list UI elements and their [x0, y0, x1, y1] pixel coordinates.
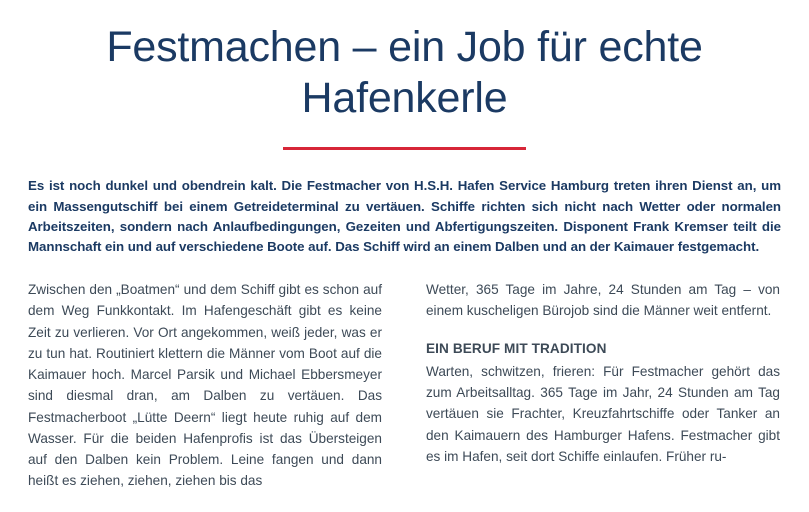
section-subheading: EIN BERUF MIT TRADITION	[426, 340, 607, 356]
paragraph: Zwischen den „Boatmen“ und dem Schiff gibt es schon auf dem Weg Funkkontakt. Im Hafengeschäft gibt es keine Zeit zu verlieren. Vor Ort angekommen, weiß jeder, was er zu tun hat. Routiniert klettern die Männer vom Boot auf die Kaimauer hoch. Marcel Parsik und Michael Ebbersmeyer sind diesmal dran, am Dalben zu vertäuen. Das Festmacherboot „Lütte Deern“ liegt heute ruhig auf dem Wasser. Für die beiden Hafenprofis ist das Übersteigen auf den Dalben kein Problem. Leine fangen und dann heißt es ziehen, ziehen, ziehen bis das	[28, 282, 382, 489]
article-columns	[28, 279, 781, 491]
article-column-right	[426, 279, 780, 491]
paragraph: Warten, schwitzen, frieren: Für Festmacher gehört das zum Arbeitsalltag. 365 Tage im Jahr, 24 Stunden am Tag vertäuen sie Frachter, Kreuzfahrtschiffe oder Tanker an den Kaimauern des Hamburger Hafens. Festmacher gibt es im Hafen, seit dort Schiffe einlaufen. Früher ru-	[426, 363, 780, 464]
title-divider	[283, 147, 526, 150]
article-column-left	[28, 279, 382, 491]
title-divider-wrapper	[28, 147, 781, 150]
paragraph: Wetter, 365 Tage im Jahre, 24 Stunden am Tag – von einem kuscheligen Bürojob sind die Männer weit entfernt.	[426, 282, 780, 319]
page-title: Festmachen – ein Job für echte Hafenkerle	[106, 23, 703, 122]
article-lede: Es ist noch dunkel und obendrein kalt. Die Festmacher von H.S.H. Hafen Service Hamburg treten ihren Dienst an, um ein Massengutschiff bei einem Getreideterminal zu vertäuen. Schiffe richten sich nicht nach Wetter oder normalen Arbeitszeiten, sondern nach Anlaufbedingungen, Gezeiten und Abfertigungszeiten. Disponent Frank Kremser teilt die Mannschaft ein und auf verschiedene Boote auf. Das Schiff wird an einem Dalben und an der Kaimauer festgemacht.	[28, 178, 781, 255]
